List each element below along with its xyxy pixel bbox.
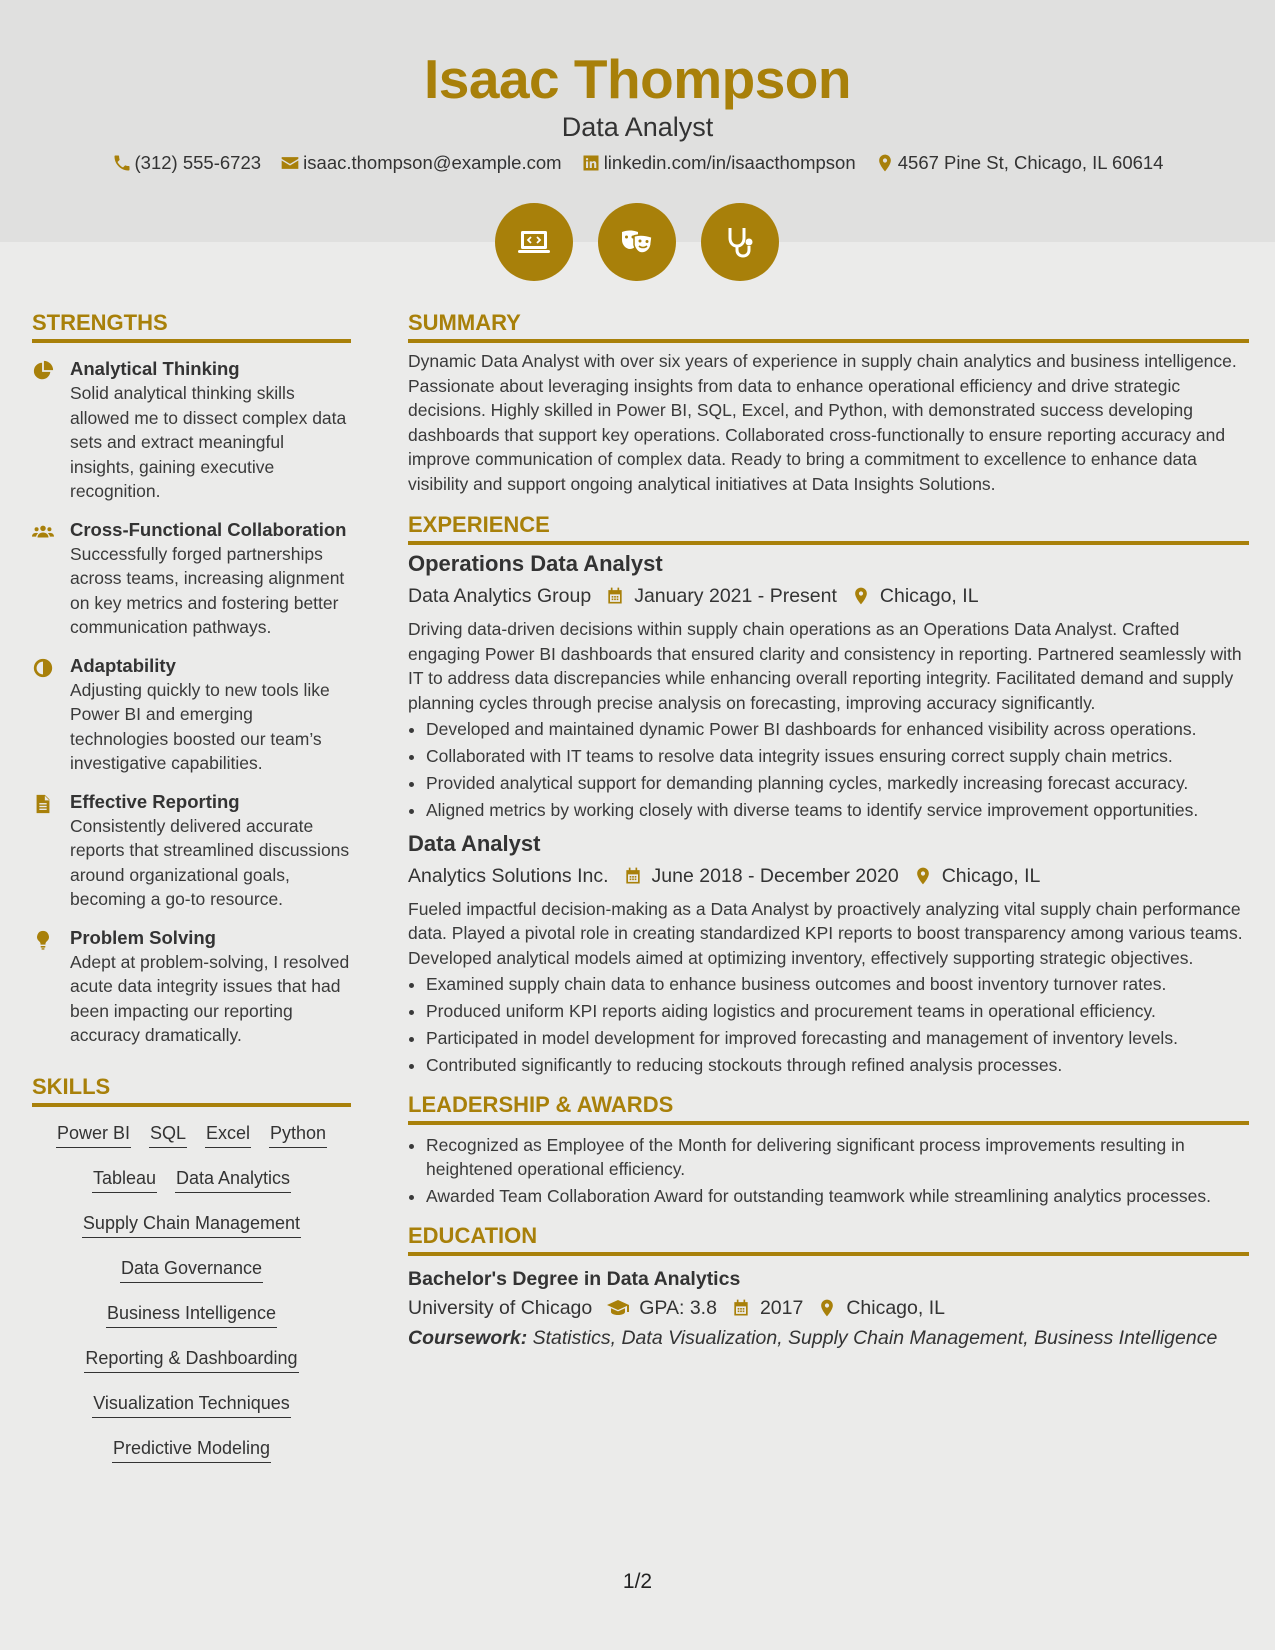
bullet-item: • Examined supply chain data to enhance business outcomes and boost inventory turnover rates. [426,972,1249,997]
summary-text: Dynamic Data Analyst with over six years of experience in supply chain analytics and business intelligence. Passionate about leveraging insights from data to enhance operational efficiency and drive strategic decisions. Highly skilled in Power BI, SQL, Excel, and Python, with demonstrated success developing dashboards that support key operations. Collaborated cross-functionally to ensure reporting accuracy and improve communication of complex data. Ready to bring a commitment to excellence to enhance data visibility and support ongoing analytical initiatives at Data Insights Solutions. [408,351,1237,494]
envelope-icon [280,153,300,173]
strength-item [32,357,351,504]
strength-text: Successfully forged partnerships across teams, increasing alignment on key metrics and fostering better communication pathways. [70,543,345,637]
strength-text: Consistently delivered accurate reports that streamlined discussions around organizational goals, becoming a go-to resource. [70,815,350,909]
school-name: University of Chicago [408,1296,593,1319]
graduation-cap-icon [606,1296,630,1320]
skill-tag: Business Intelligence [106,1301,277,1328]
job-entry [408,829,1249,1078]
bullet-item: • Aligned metrics by working closely with diverse teams to identify service improvement opportunities. [426,798,1249,823]
pie-chart-icon [32,360,54,382]
strength-title: Adaptability [70,654,176,676]
award-item: • Recognized as Employee of the Month for delivering significant process improvements resulting in heightened operational efficiency. [426,1133,1249,1182]
job-dates: June 2018 - December 2020 [651,864,899,887]
leadership-list [408,1133,1249,1209]
experience-heading: EXPERIENCE [408,510,1249,545]
skill-tag: Tableau [92,1166,157,1193]
job-location: Chicago, IL [941,864,1041,887]
strength-title: Analytical Thinking [70,358,240,379]
candidate-name: Isaac Thompson [424,48,851,110]
badge-row [495,203,779,281]
job-bullets [408,717,1249,823]
coursework-label: Coursework: [408,1326,528,1349]
badge-stethoscope [701,203,779,281]
calendar-icon [605,586,625,606]
contact-linkedin[interactable] [581,152,856,174]
job-meta [408,861,1249,891]
job-title: Operations Data Analyst [408,551,663,576]
job-description: Fueled impactful decision-making as a Data Analyst by proactively analyzing vital supply chain performance data. Played a pivotal role in creating standardized KPI reports to boost transparency among various teams. Developed analytical models aimed at optimizing inventory, effectively supporting strategic objectives. [408,898,1243,968]
job-company: Data Analytics Group [408,585,592,607]
bullet-item: • Collaborated with IT teams to resolve data integrity issues ensuring correct supply chain metrics. [426,744,1249,769]
education-meta [408,1293,1249,1323]
strength-text: Adjusting quickly to new tools like Power BI and emerging technologies boosted our team’s investigative capabilities. [70,679,330,773]
job-meta [408,581,1249,611]
linkedin-text: linkedin.com/in/isaacthompson [603,152,856,173]
skill-tag: Reporting & Dashboarding [84,1346,298,1373]
address-text: 4567 Pine St, Chicago, IL 60614 [897,152,1164,173]
strength-title: Problem Solving [70,926,216,948]
page-number: 1/2 [622,1570,653,1593]
strength-item [32,654,351,776]
skill-tag: Python [269,1121,327,1148]
contact-bar [0,152,1275,178]
half-circle-icon [32,657,54,679]
award-item: • Awarded Team Collaboration Award for outstanding teamwork while streamlining analytics processes. [426,1184,1249,1209]
job-location: Chicago, IL [879,585,979,607]
skill-tag: Power BI [56,1121,131,1148]
lightbulb-icon [32,929,54,951]
bullet-item: • Provided analytical support for demanding planning cycles, markedly increasing forecast accuracy. [426,771,1249,796]
leadership-heading: LEADERSHIP & AWARDS [408,1090,1249,1125]
strength-item [32,518,351,640]
phone-text: (312) 555-6723 [134,152,262,173]
strength-text: Adept at problem-solving, I resolved acute data integrity issues that had been impacting our reporting accuracy dramatically. [70,951,350,1045]
bullet-item: • Contributed significantly to reducing stockouts through refined analysis processes. [426,1053,1249,1078]
candidate-role: Data Analyst [561,112,714,142]
document-icon [32,793,54,815]
job-title: Data Analyst [408,830,541,856]
left-column [32,308,351,1481]
theater-masks-icon [617,222,657,262]
job-bullets [408,972,1249,1078]
degree-title: Bachelor's Degree in Data Analytics [408,1267,741,1290]
skill-tag: SQL [149,1121,187,1148]
right-column [408,308,1249,1353]
education-heading: EDUCATION [408,1221,1249,1256]
laptop-code-icon [514,222,554,262]
summary-heading: SUMMARY [408,308,1249,343]
job-description: Driving data-driven decisions within supply chain operations as an Operations Data Analyst. Crafted engaging Power BI dashboards that ensured clarity and consistency in reporting. Partnered seamlessly with IT to address data discrepancies while enhancing overall reporting integrity. Facilitated demand and supply planning cycles through precise analysis on forecasting, improving accuracy significantly. [408,619,1242,713]
skill-tag: Predictive Modeling [112,1436,271,1463]
calendar-icon [731,1298,751,1318]
skill-tag: Data Analytics [175,1166,291,1193]
contact-address [875,152,1164,174]
badge-laptop [495,203,573,281]
skills-heading: SKILLS [32,1072,351,1107]
strength-item [32,926,351,1048]
contact-phone[interactable] [112,152,262,174]
email-text: isaac.thompson@example.com [303,152,562,173]
stethoscope-icon [720,222,760,262]
job-company: Analytics Solutions Inc. [408,864,609,887]
phone-icon [112,153,132,173]
bullet-item: • Participated in model development for improved forecasting and management of inventory levels. [426,1026,1249,1051]
users-icon [32,521,54,543]
job-entry [408,549,1249,823]
map-pin-icon [851,586,871,606]
map-pin-icon [913,866,933,886]
map-pin-icon [875,153,895,173]
bullet-item: • Developed and maintained dynamic Power BI dashboards for enhanced visibility across operations. [426,717,1249,742]
contact-email[interactable] [280,152,561,174]
map-pin-icon [817,1298,837,1318]
strength-title: Effective Reporting [70,790,240,812]
gpa-text: GPA: 3.8 [639,1296,717,1319]
skill-tag: Visualization Techniques [92,1391,290,1418]
linkedin-icon [581,153,601,173]
coursework-text: Statistics, Data Visualization, Supply Chain Management, Business Intelligence [527,1326,1218,1349]
calendar-icon [623,866,643,886]
job-dates: January 2021 - Present [634,585,837,607]
coursework [408,1323,1249,1353]
bullet-item: • Produced uniform KPI reports aiding logistics and procurement teams in operational efficiency. [426,999,1249,1024]
school-location: Chicago, IL [846,1296,945,1319]
skill-tag: Excel [205,1121,251,1148]
skill-tag: Data Governance [120,1256,263,1283]
strength-item [32,790,351,912]
strengths-heading: STRENGTHS [32,308,351,343]
skill-tag: Supply Chain Management [82,1211,301,1238]
skills-list [32,1121,351,1481]
badge-masks [598,203,676,281]
graduation-year: 2017 [759,1296,804,1319]
strength-text: Solid analytical thinking skills allowed me to dissect complex data sets and extract meaningful insights, gaining executive recognition. [70,383,347,501]
strength-title: Cross-Functional Collaboration [70,518,347,540]
